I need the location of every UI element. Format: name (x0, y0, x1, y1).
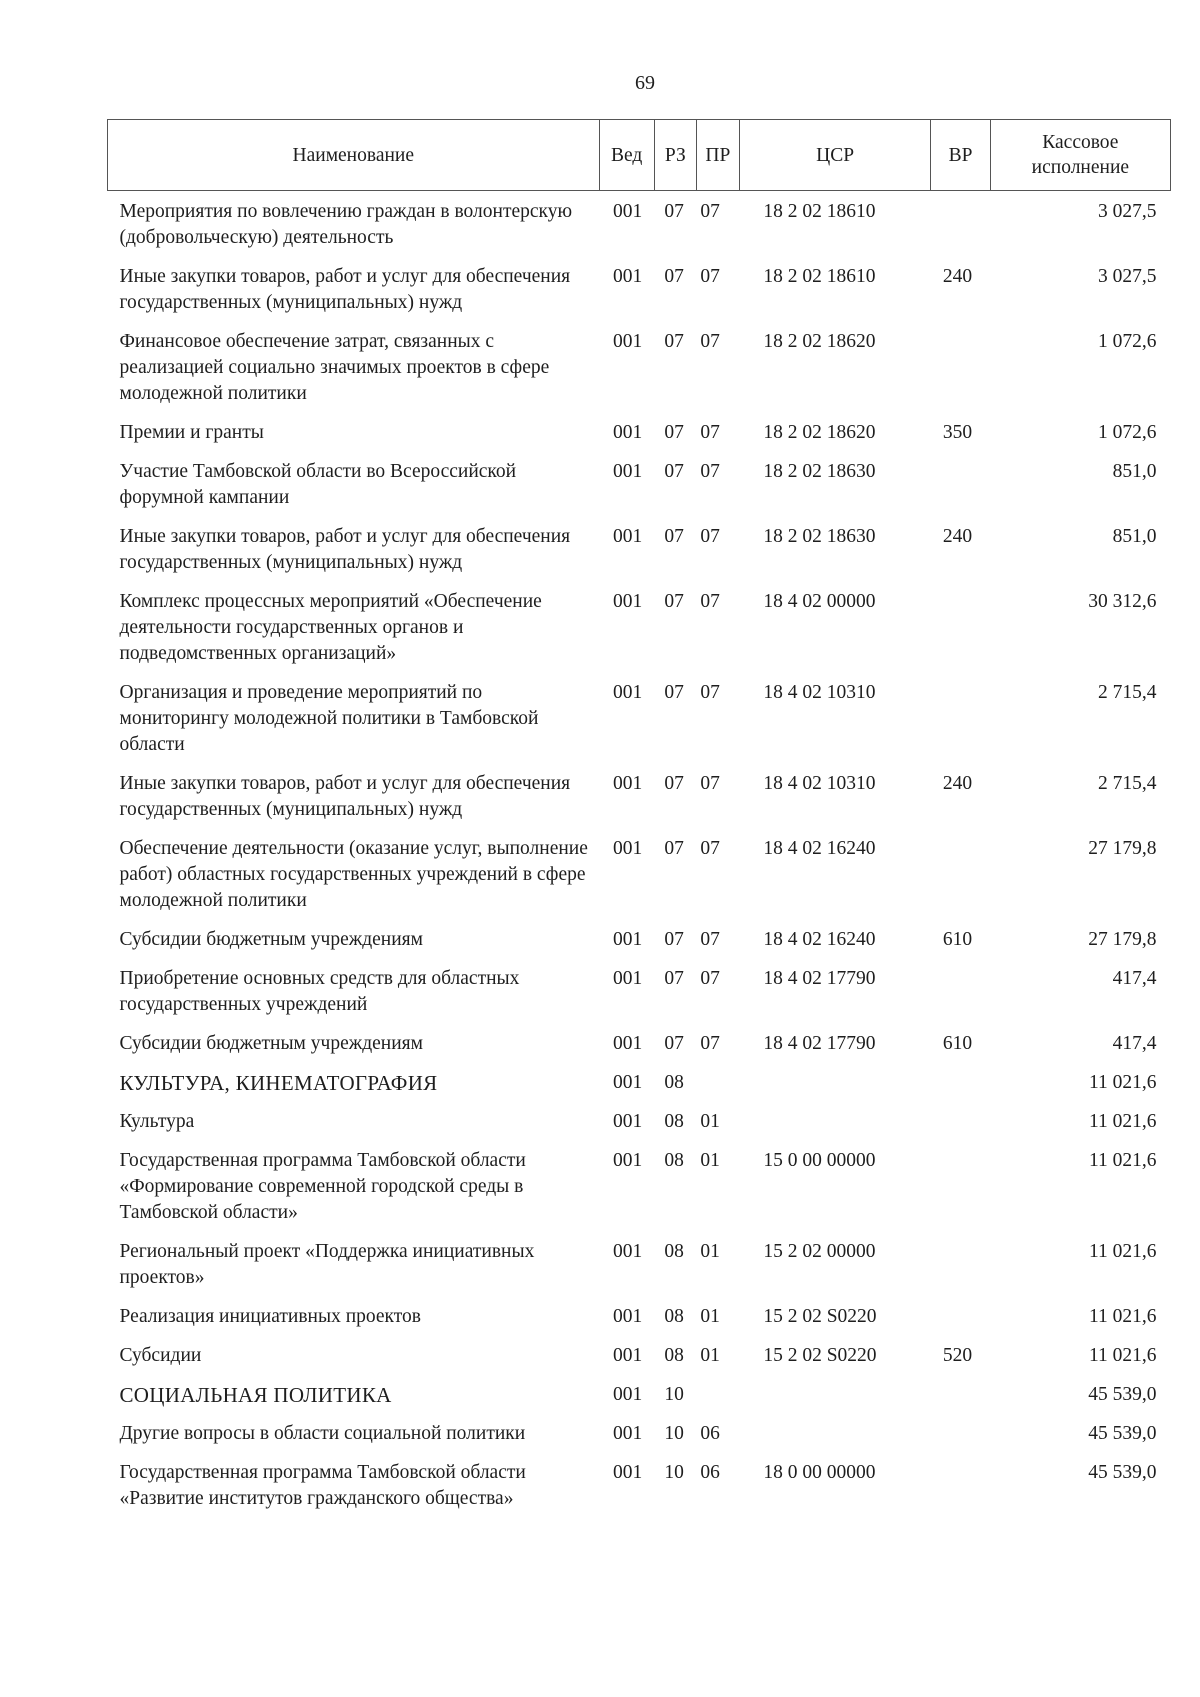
row-ved-cell: 001 (613, 1241, 643, 1262)
row-pr-cell: 07 (700, 461, 720, 482)
row-sum-cell: 27 179,8 (1088, 838, 1157, 859)
row-name-cell: Приобретение основных средств для областных государственных учреждений (119, 968, 520, 1015)
row-vr-cell (931, 1101, 990, 1140)
row-sum-cell: 1 072,6 (1098, 331, 1157, 352)
row-csr-cell: 15 0 00 00000 (763, 1150, 876, 1171)
row-vr-cell (931, 321, 990, 412)
row-name-cell: Премии и гранты (119, 422, 264, 443)
row-csr-cell: 18 4 02 00000 (763, 591, 876, 612)
table-row (108, 1413, 1171, 1452)
row-pr-cell: 07 (700, 1033, 720, 1054)
row-vr-cell (931, 1452, 990, 1517)
row-sum-cell: 27 179,8 (1088, 929, 1157, 950)
row-vr-cell (931, 191, 990, 257)
row-pr-cell: 07 (700, 968, 720, 989)
page-number: 69 (635, 72, 655, 94)
table-row (108, 828, 1171, 919)
row-csr-cell: 15 2 02 00000 (763, 1241, 876, 1262)
row-ved-cell: 001 (613, 1306, 643, 1327)
row-sum-cell: 3 027,5 (1098, 201, 1157, 222)
row-ved-cell: 001 (613, 1033, 643, 1054)
row-vr-cell: 240 (942, 266, 973, 287)
row-csr-cell (739, 1374, 931, 1413)
row-pr-cell: 07 (700, 591, 720, 612)
row-rz-cell: 07 (664, 591, 684, 612)
row-rz-cell: 08 (664, 1072, 684, 1093)
row-vr-cell: 610 (942, 929, 973, 950)
row-ved-cell: 001 (613, 331, 643, 352)
row-rz-cell: 08 (664, 1306, 684, 1327)
row-ved-cell: 001 (613, 591, 643, 612)
row-rz-cell: 10 (664, 1462, 684, 1483)
table-row (108, 191, 1171, 257)
row-name-cell: Другие вопросы в области социальной политики (119, 1423, 526, 1444)
row-ved-cell: 001 (613, 773, 643, 794)
row-ved-cell: 001 (613, 266, 643, 287)
row-ved-cell: 001 (613, 1384, 643, 1405)
row-rz-cell: 10 (664, 1423, 684, 1444)
row-pr-cell: 01 (700, 1306, 720, 1327)
row-sum-cell: 3 027,5 (1098, 266, 1157, 287)
header-name: Наименование (108, 120, 600, 191)
table-row (108, 1062, 1171, 1101)
table-row (108, 412, 1171, 451)
row-csr-cell: 15 2 02 S0220 (763, 1306, 877, 1327)
row-pr-cell (696, 1062, 739, 1101)
row-csr-cell: 18 4 02 17790 (763, 1033, 876, 1054)
row-csr-cell (739, 1101, 931, 1140)
row-name-cell: СОЦИАЛЬНАЯ ПОЛИТИКА (119, 1383, 392, 1407)
row-ved-cell: 001 (613, 682, 643, 703)
row-name-cell: Комплекс процессных мероприятий «Обеспечение деятельности государственных органов и подведомственных организаций» (119, 591, 542, 664)
row-csr-cell: 18 4 02 17790 (763, 968, 876, 989)
table-row (108, 1296, 1171, 1335)
row-csr-cell: 18 2 02 18610 (763, 201, 876, 222)
row-pr-cell (696, 1374, 739, 1413)
row-sum-cell: 417,4 (1112, 968, 1157, 989)
row-csr-cell: 18 0 00 00000 (763, 1462, 876, 1483)
row-rz-cell: 07 (664, 682, 684, 703)
row-csr-cell: 18 4 02 16240 (763, 838, 876, 859)
row-pr-cell: 07 (700, 266, 720, 287)
row-ved-cell: 001 (613, 201, 643, 222)
row-vr-cell (931, 1413, 990, 1452)
row-sum-cell: 851,0 (1112, 461, 1157, 482)
row-csr-cell (739, 1062, 931, 1101)
row-sum-cell: 2 715,4 (1098, 773, 1157, 794)
row-vr-cell (931, 451, 990, 516)
row-ved-cell: 001 (613, 929, 643, 950)
row-vr-cell (931, 958, 990, 1023)
row-vr-cell: 610 (942, 1033, 973, 1054)
row-sum-cell: 45 539,0 (1088, 1384, 1157, 1405)
row-rz-cell: 07 (664, 929, 684, 950)
row-ved-cell: 001 (613, 838, 643, 859)
table-row (108, 581, 1171, 672)
table-row (108, 256, 1171, 321)
row-sum-cell: 417,4 (1112, 1033, 1157, 1054)
row-csr-cell: 18 2 02 18630 (763, 461, 876, 482)
row-csr-cell (739, 1413, 931, 1452)
table-row (108, 1023, 1171, 1062)
budget-table (107, 119, 1171, 1517)
header-vr: ВР (931, 120, 990, 191)
row-name-cell: Реализация инициативных проектов (119, 1306, 421, 1327)
row-ved-cell: 001 (613, 968, 643, 989)
row-name-cell: Организация и проведение мероприятий по мониторингу молодежной политики в Тамбовской области (119, 682, 539, 755)
row-name-cell: Иные закупки товаров, работ и услуг для обеспечения государственных (муниципальных) нужд (119, 526, 571, 573)
row-name-cell: Мероприятия по вовлечению граждан в волонтерскую (добровольческую) деятельность (119, 201, 573, 248)
table-row (108, 516, 1171, 581)
row-vr-cell (931, 581, 990, 672)
row-name-cell: Субсидии бюджетным учреждениям (119, 1033, 423, 1054)
row-rz-cell: 07 (664, 1033, 684, 1054)
row-name-cell: Иные закупки товаров, работ и услуг для обеспечения государственных (муниципальных) нужд (119, 773, 571, 820)
row-name-cell: Государственная программа Тамбовской области «Развитие институтов гражданского общества» (119, 1462, 526, 1509)
row-sum-cell: 851,0 (1112, 526, 1157, 547)
row-vr-cell: 350 (942, 422, 973, 443)
row-ved-cell: 001 (613, 461, 643, 482)
row-csr-cell: 15 2 02 S0220 (763, 1345, 877, 1366)
row-sum-cell: 45 539,0 (1088, 1423, 1157, 1444)
row-rz-cell: 08 (664, 1345, 684, 1366)
row-pr-cell: 01 (700, 1345, 720, 1366)
row-ved-cell: 001 (613, 526, 643, 547)
row-pr-cell: 06 (700, 1462, 720, 1483)
row-vr-cell (931, 828, 990, 919)
row-rz-cell: 08 (664, 1111, 684, 1132)
row-sum-cell: 1 072,6 (1098, 422, 1157, 443)
table-row (108, 321, 1171, 412)
table-row (108, 1101, 1171, 1140)
row-rz-cell: 08 (664, 1150, 684, 1171)
row-rz-cell: 07 (664, 773, 684, 794)
table-row (108, 919, 1171, 958)
row-pr-cell: 07 (700, 422, 720, 443)
row-vr-cell: 240 (942, 526, 973, 547)
row-vr-cell (931, 1231, 990, 1296)
row-name-cell: Культура (119, 1111, 195, 1132)
row-vr-cell (931, 1374, 990, 1413)
row-vr-cell: 520 (942, 1345, 973, 1366)
row-rz-cell: 07 (664, 461, 684, 482)
header-ved: Вед (599, 120, 654, 191)
row-pr-cell: 01 (700, 1111, 720, 1132)
row-rz-cell: 07 (664, 838, 684, 859)
row-pr-cell: 01 (700, 1150, 720, 1171)
row-name-cell: Иные закупки товаров, работ и услуг для обеспечения государственных (муниципальных) нужд (119, 266, 571, 313)
row-ved-cell: 001 (613, 422, 643, 443)
row-sum-cell: 11 021,6 (1088, 1241, 1157, 1262)
row-csr-cell: 18 4 02 16240 (763, 929, 876, 950)
row-rz-cell: 10 (664, 1384, 684, 1405)
row-pr-cell: 07 (700, 838, 720, 859)
row-pr-cell: 07 (700, 331, 720, 352)
row-ved-cell: 001 (613, 1345, 643, 1366)
row-vr-cell (931, 1296, 990, 1335)
row-pr-cell: 07 (700, 773, 720, 794)
row-sum-cell: 30 312,6 (1088, 591, 1157, 612)
row-csr-cell: 18 4 02 10310 (763, 773, 876, 794)
row-csr-cell: 18 4 02 10310 (763, 682, 876, 703)
row-ved-cell: 001 (613, 1462, 643, 1483)
table-body (108, 191, 1171, 1518)
row-rz-cell: 07 (664, 266, 684, 287)
row-name-cell: Субсидии (119, 1345, 202, 1366)
row-vr-cell (931, 1062, 990, 1101)
table-row (108, 451, 1171, 516)
row-pr-cell: 07 (700, 526, 720, 547)
row-name-cell: Государственная программа Тамбовской области «Формирование современной городской среды в Тамбовской области» (119, 1150, 526, 1223)
row-csr-cell: 18 2 02 18630 (763, 526, 876, 547)
row-sum-cell: 2 715,4 (1098, 682, 1157, 703)
row-sum-cell: 11 021,6 (1088, 1306, 1157, 1327)
row-ved-cell: 001 (613, 1111, 643, 1132)
header-rz: РЗ (654, 120, 696, 191)
row-csr-cell: 18 2 02 18620 (763, 422, 876, 443)
header-csr: ЦСР (739, 120, 931, 191)
row-sum-cell: 11 021,6 (1088, 1072, 1157, 1093)
table-row (108, 1452, 1171, 1517)
row-pr-cell: 06 (700, 1423, 720, 1444)
table-row (108, 1140, 1171, 1231)
row-rz-cell: 08 (664, 1241, 684, 1262)
header-pr: ПР (696, 120, 739, 191)
row-name-cell: Субсидии бюджетным учреждениям (119, 929, 423, 950)
table-row (108, 1335, 1171, 1374)
row-vr-cell (931, 672, 990, 763)
table-row (108, 763, 1171, 828)
table-header (108, 120, 1171, 191)
row-pr-cell: 07 (700, 929, 720, 950)
row-csr-cell: 18 2 02 18610 (763, 266, 876, 287)
row-sum-cell: 11 021,6 (1088, 1345, 1157, 1366)
row-sum-cell: 11 021,6 (1088, 1111, 1157, 1132)
row-vr-cell (931, 1140, 990, 1231)
table-row (108, 1231, 1171, 1296)
row-vr-cell: 240 (942, 773, 973, 794)
row-ved-cell: 001 (613, 1072, 643, 1093)
row-pr-cell: 07 (700, 682, 720, 703)
row-name-cell: Региональный проект «Поддержка инициативных проектов» (119, 1241, 535, 1288)
row-rz-cell: 07 (664, 331, 684, 352)
header-sum: Кассовое исполнение (990, 120, 1170, 191)
row-name-cell: Обеспечение деятельности (оказание услуг, выполнение работ) областных государственных учреждений в сфере молодежной политики (119, 838, 588, 911)
table-row (108, 958, 1171, 1023)
row-rz-cell: 07 (664, 422, 684, 443)
row-name-cell: Участие Тамбовской области во Всероссийской форумной кампании (119, 461, 517, 508)
row-name-cell: Финансовое обеспечение затрат, связанных с реализацией социально значимых проектов в сфере молодежной политики (119, 331, 550, 404)
row-rz-cell: 07 (664, 968, 684, 989)
row-ved-cell: 001 (613, 1423, 643, 1444)
row-ved-cell: 001 (613, 1150, 643, 1171)
row-sum-cell: 45 539,0 (1088, 1462, 1157, 1483)
table-row (108, 672, 1171, 763)
row-name-cell: КУЛЬТУРА, КИНЕМАТОГРАФИЯ (119, 1071, 438, 1095)
table-row (108, 1374, 1171, 1413)
row-csr-cell: 18 2 02 18620 (763, 331, 876, 352)
row-pr-cell: 07 (700, 201, 720, 222)
row-sum-cell: 11 021,6 (1088, 1150, 1157, 1171)
row-rz-cell: 07 (664, 201, 684, 222)
row-rz-cell: 07 (664, 526, 684, 547)
row-pr-cell: 01 (700, 1241, 720, 1262)
